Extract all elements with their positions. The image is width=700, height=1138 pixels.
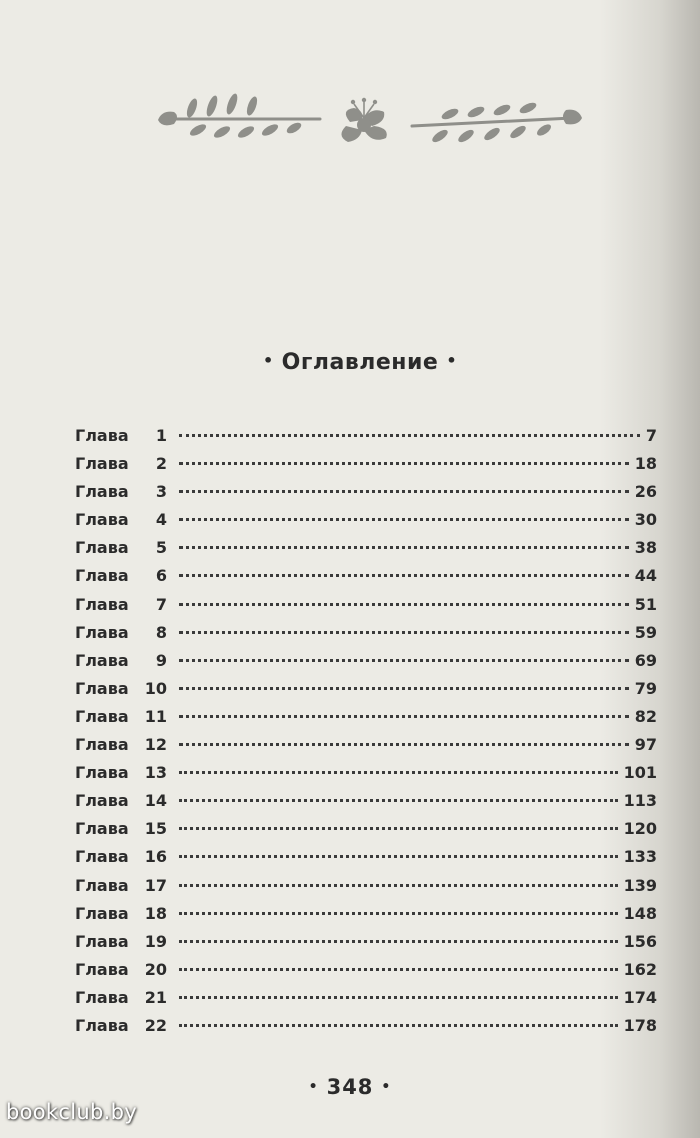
chapter-page: 44 [634, 566, 657, 586]
chapter-label [75, 928, 173, 956]
chapter-label [75, 731, 173, 759]
chapter-number: 15 [144, 819, 167, 839]
toc-entry [75, 562, 657, 590]
chapter-word: Глава [75, 678, 129, 698]
chapter-page: 82 [634, 706, 657, 726]
chapter-label [75, 619, 173, 647]
chapter-number: 4 [155, 510, 167, 530]
chapter-label [75, 591, 173, 619]
toc-entry [75, 759, 657, 787]
chapter-word: Глава [75, 510, 129, 530]
chapter-page: 79 [634, 678, 657, 698]
chapter-page: 30 [634, 510, 657, 530]
toc-entry [75, 534, 657, 562]
toc-entry [75, 900, 657, 928]
chapter-number: 7 [155, 594, 167, 614]
chapter-number: 12 [144, 735, 167, 755]
dot-leader [179, 797, 618, 802]
chapter-word: Глава [75, 735, 129, 755]
chapter-number: 14 [144, 791, 167, 811]
chapter-word: Глава [75, 650, 129, 670]
chapter-page: 120 [623, 819, 657, 839]
dot-leader [179, 910, 618, 915]
chapter-page: 7 [645, 426, 657, 445]
title-bullet-right: • [446, 351, 458, 370]
chapter-page: 162 [623, 959, 657, 979]
dot-leader [179, 601, 629, 606]
chapter-label [75, 759, 173, 787]
chapter-number: 8 [155, 622, 167, 642]
page-number [0, 1075, 700, 1099]
chapter-word: Глава [75, 482, 129, 502]
folio-bullet-left: • [308, 1079, 319, 1095]
toc-entry [75, 956, 657, 984]
chapter-number: 19 [144, 931, 167, 951]
chapter-page: 133 [623, 847, 657, 867]
chapter-page: 59 [634, 622, 657, 642]
chapter-word: Глава [75, 903, 129, 923]
chapter-number: 11 [144, 706, 167, 726]
dot-leader [179, 994, 618, 999]
chapter-word: Глава [75, 959, 129, 979]
toc-entry [75, 591, 657, 619]
chapter-page: 26 [634, 482, 657, 502]
chapter-number: 1 [155, 426, 167, 445]
chapter-number: 20 [144, 959, 167, 979]
dot-leader [179, 488, 629, 493]
dot-leader [179, 657, 629, 662]
toc-entry [75, 787, 657, 815]
chapter-label [75, 647, 173, 675]
title-bullet-left: • [262, 351, 274, 370]
chapter-word: Глава [75, 594, 129, 614]
chapter-label [75, 1012, 173, 1040]
chapter-word: Глава [75, 1015, 129, 1035]
chapter-number: 5 [155, 538, 167, 558]
chapter-page: 38 [634, 538, 657, 558]
toc-entry [75, 984, 657, 1012]
floral-divider-icon [150, 88, 590, 168]
watermark: bookclub.by [6, 1100, 137, 1124]
toc-entry [75, 675, 657, 703]
dot-leader [179, 713, 629, 718]
chapter-label [75, 956, 173, 984]
chapter-label [75, 872, 173, 900]
chapter-label [75, 900, 173, 928]
dot-leader [179, 769, 618, 774]
chapter-word: Глава [75, 847, 129, 867]
chapter-number: 13 [144, 763, 167, 783]
toc-entry [75, 843, 657, 871]
chapter-page: 174 [623, 987, 657, 1007]
chapter-label [75, 422, 173, 450]
dot-leader [179, 741, 629, 746]
chapter-label [75, 506, 173, 534]
chapter-word: Глава [75, 875, 129, 895]
dot-leader [179, 938, 618, 943]
chapter-word: Глава [75, 706, 129, 726]
chapter-label [75, 703, 173, 731]
chapter-label [75, 675, 173, 703]
chapter-page: 148 [623, 903, 657, 923]
chapter-label [75, 815, 173, 843]
chapter-word: Глава [75, 791, 129, 811]
dot-leader [179, 825, 618, 830]
dot-leader [179, 966, 618, 971]
chapter-number: 6 [155, 566, 167, 586]
chapter-word: Глава [75, 538, 129, 558]
toc-entry [75, 450, 657, 478]
chapter-label [75, 534, 173, 562]
dot-leader [179, 629, 629, 634]
chapter-number: 17 [144, 875, 167, 895]
dot-leader [179, 516, 629, 521]
chapter-word: Глава [75, 426, 129, 445]
chapter-label [75, 787, 173, 815]
page-number-value: 348 [326, 1075, 374, 1099]
chapter-page: 51 [634, 594, 657, 614]
chapter-word: Глава [75, 622, 129, 642]
chapter-word: Глава [75, 454, 129, 474]
toc-heading [0, 350, 700, 375]
chapter-page: 69 [634, 650, 657, 670]
chapter-number: 9 [155, 650, 167, 670]
chapter-word: Глава [75, 931, 129, 951]
chapter-word: Глава [75, 819, 129, 839]
dot-leader [179, 882, 618, 887]
chapter-number: 22 [144, 1015, 167, 1035]
chapter-word: Глава [75, 566, 129, 586]
table-of-contents [75, 422, 657, 1040]
toc-entry [75, 619, 657, 647]
chapter-page: 97 [634, 735, 657, 755]
chapter-label [75, 843, 173, 871]
toc-entry [75, 647, 657, 675]
chapter-number: 16 [144, 847, 167, 867]
chapter-page: 139 [623, 875, 657, 895]
chapter-word: Глава [75, 987, 129, 1007]
chapter-page: 178 [623, 1015, 657, 1035]
chapter-page: 18 [634, 454, 657, 474]
dot-leader [179, 1022, 618, 1027]
chapter-number: 3 [155, 482, 167, 502]
toc-entry [75, 506, 657, 534]
chapter-label [75, 450, 173, 478]
toc-entry [75, 478, 657, 506]
toc-entry [75, 703, 657, 731]
chapter-number: 10 [144, 678, 167, 698]
toc-entry [75, 815, 657, 843]
toc-title-text: Оглавление [281, 350, 439, 375]
chapter-page: 156 [623, 931, 657, 951]
toc-entry [75, 1012, 657, 1040]
toc-entry [75, 731, 657, 759]
toc-entry [75, 422, 657, 450]
dot-leader [179, 853, 618, 858]
dot-leader [179, 460, 629, 465]
chapter-label [75, 478, 173, 506]
dot-leader [179, 432, 640, 437]
chapter-label [75, 562, 173, 590]
chapter-page: 113 [623, 791, 657, 811]
chapter-word: Глава [75, 763, 129, 783]
chapter-number: 18 [144, 903, 167, 923]
chapter-page: 101 [623, 763, 657, 783]
toc-entry [75, 872, 657, 900]
folio-bullet-right: • [381, 1079, 392, 1095]
chapter-number: 21 [144, 987, 167, 1007]
toc-entry [75, 928, 657, 956]
chapter-number: 2 [155, 454, 167, 474]
dot-leader [179, 572, 629, 577]
chapter-label [75, 984, 173, 1012]
dot-leader [179, 685, 629, 690]
dot-leader [179, 544, 629, 549]
